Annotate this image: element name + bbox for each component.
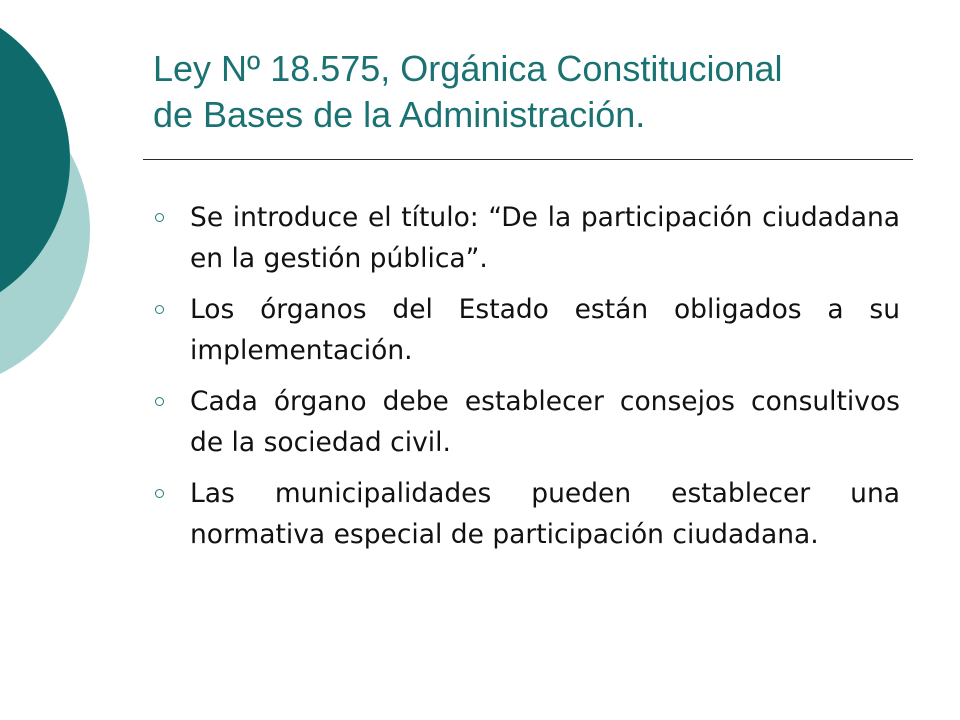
title-line-1: Ley Nº 18.575, Orgánica Constitucional xyxy=(153,48,783,89)
decorative-circles xyxy=(0,0,120,400)
bullet-list xyxy=(152,197,900,565)
title-line-2: de Bases de la Administración. xyxy=(153,94,646,135)
bullet-item xyxy=(152,381,900,463)
hollow-circle-bullet-icon xyxy=(155,305,164,314)
bullet-text: Se introduce el título: “De la participación ciudadana en la gestión pública”. xyxy=(190,202,900,274)
bullet-text: Las municipalidades pueden establecer una normativa especial de participación ciudadana. xyxy=(190,478,900,550)
bullet-text: Los órganos del Estado están obligados a su implementación. xyxy=(190,294,900,366)
bullet-item xyxy=(152,473,900,555)
bullet-text: Cada órgano debe establecer consejos consultivos de la sociedad civil. xyxy=(190,386,900,458)
bullet-item xyxy=(152,197,900,279)
hollow-circle-bullet-icon xyxy=(155,397,164,406)
bullet-item xyxy=(152,289,900,371)
hollow-circle-bullet-icon xyxy=(155,213,164,222)
slide-title xyxy=(153,46,923,138)
title-divider xyxy=(143,159,913,160)
hollow-circle-bullet-icon xyxy=(155,489,164,498)
